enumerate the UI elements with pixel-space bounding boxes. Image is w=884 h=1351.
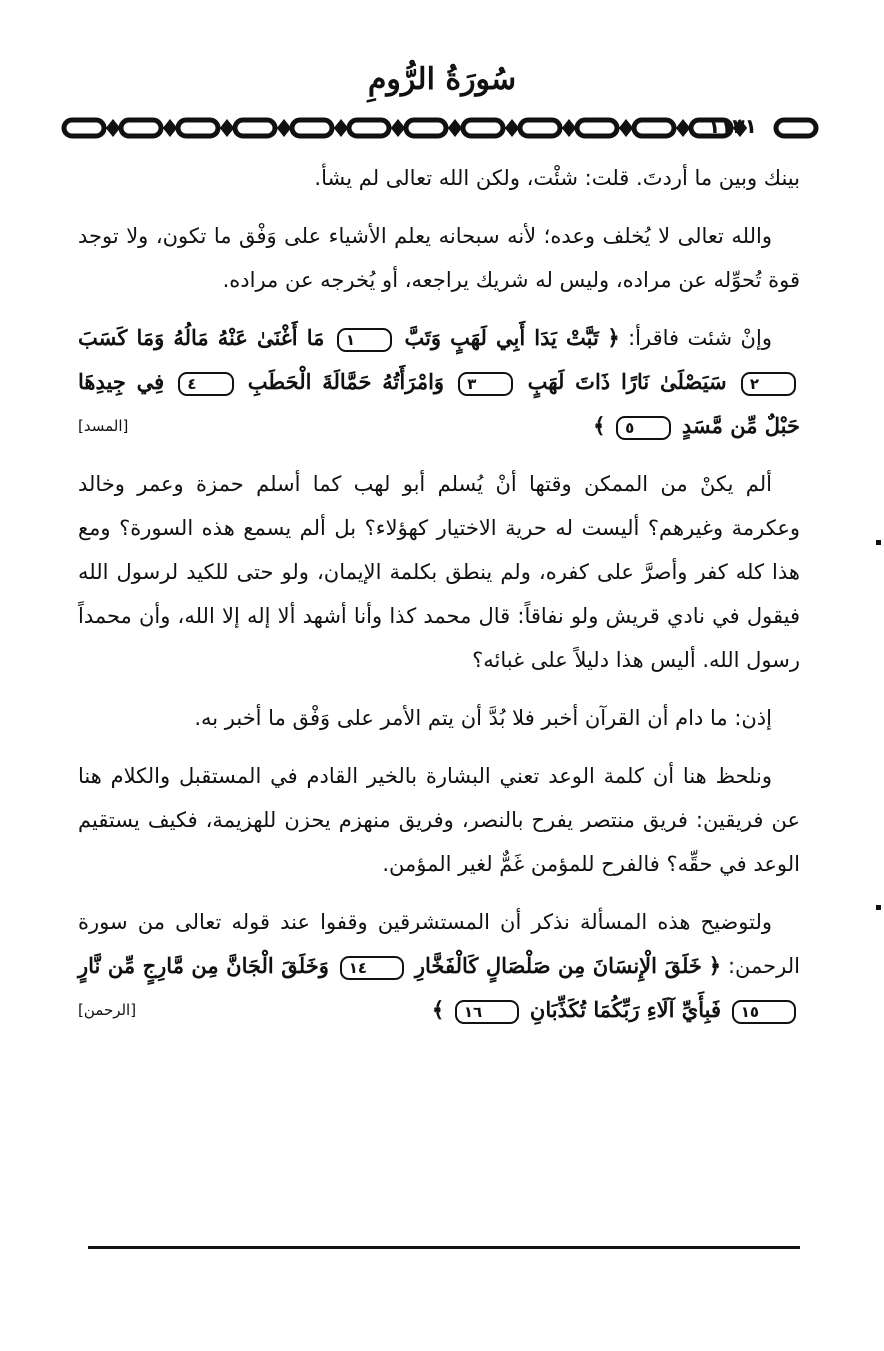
chain-link [121, 120, 161, 136]
ayah-number: ٥ [616, 416, 671, 440]
chain-diamond [166, 123, 174, 133]
chain-diamond [223, 123, 231, 133]
chain-diamond [565, 123, 573, 133]
ayah-text: وَخَلَقَ الْجَانَّ مِن مَّارِجٍ مِّن نَّارٍ [78, 953, 329, 978]
chain-link [178, 120, 218, 136]
quran-quote-masad [78, 316, 800, 448]
ornamental-border [60, 112, 820, 146]
chain-link [776, 120, 816, 136]
ayah-text: خَلَقَ الْإِنسَانَ مِن صَلْصَالٍ كَالْفَخَّارِ [414, 953, 702, 978]
quran-open-bracket: ﴿ [607, 325, 620, 350]
paragraph: والله تعالى لا يُخلف وعده؛ لأنه سبحانه يعلم الأشياء على وَفْق ما تكون، ولا توجد قوة تُحوِّله عن مراده، وليس له شريك يراجعه، أو يُخرجه عن مراده. [78, 224, 800, 292]
chain-diamond [280, 123, 288, 133]
ayah-text: تَبَّتْ يَدَا أَبِي لَهَبٍ وَتَبَّ [404, 325, 599, 350]
page-header [0, 62, 884, 97]
scan-speck [876, 905, 881, 910]
ayah-number: ١ [337, 328, 392, 352]
surah-reference: [الرحمن] [78, 1001, 137, 1019]
paragraph: بينك وبين ما أردتَ. قلت: شئْت، ولكن الله تعالى لم يشأ. [314, 166, 800, 190]
ayah-number: ١٦ [455, 1000, 519, 1024]
chain-diamond [508, 123, 516, 133]
ayah-text: فَبِأَيِّ آلَاءِ رَبِّكُمَا تُكَذِّبَانِ [529, 997, 721, 1022]
ayah-text: فِي جِيدِهَا حَبْلٌ مِّن مَّسَدٍ [78, 369, 800, 438]
chain-link [520, 120, 560, 136]
chain-diamond [109, 123, 117, 133]
ayah-number: ٤ [178, 372, 233, 396]
paragraph: ألم يكنْ من الممكن وقتها أنْ يُسلم أبو لهب كما أسلم حمزة وعمر وخالد وعكرمة وغيرهم؟ أليست له حرية الاختيار كهؤلاء؟ بل ألم يسمع هذه السورة؟ ومع هذا كله كفر وأصرَّ على كفره، ولم ينطق بكلمة الإيمان، ولو حتى للكيد لرسول الله فيقول في نادي قريش ولو نفاقاً: قال محمد كذا وأنا أشهد ألا إله إلا الله، وأن محمداً رسول الله. أليس هذا دليلاً على غبائه؟ [78, 472, 800, 672]
footer-rule [88, 1246, 800, 1249]
ayah-text: مَا أَغْنَىٰ عَنْهُ مَالُهُ وَمَا كَسَبَ [78, 325, 325, 350]
ayah-text: وَامْرَأَتُهُ حَمَّالَةَ الْحَطَبِ [247, 369, 445, 394]
chain-diamond [337, 123, 345, 133]
chain-link [577, 120, 617, 136]
quran-close-bracket: ﴾ [431, 997, 445, 1022]
paragraph: إذن: ما دام أن القرآن أخبر فلا بُدَّ أن يتم الأمر على وَفْق ما أخبر به. [194, 706, 772, 730]
chain-link [64, 120, 104, 136]
chain-diamond [622, 123, 630, 133]
quran-open-bracket: ﴿ [708, 953, 722, 978]
paragraph: ونلحظ هنا أن كلمة الوعد تعني البشارة بالخير القادم في المستقبل والكلام هنا عن فريقين: فريق منتصر يفرح بالنصر، وفريق منهزم يحزن للهزيمة، فكيف يستقيم الوعد في حقِّه؟ فالفرح للمؤمن غَمٌّ لغير المؤمن. [78, 764, 800, 876]
chain-diamond [451, 123, 459, 133]
quran-quote-rahman [78, 900, 800, 1032]
quote-lead: وإنْ شئت فاقرأ: [628, 326, 772, 350]
ayah-number: ١٥ [732, 1000, 796, 1024]
chain-link [634, 120, 674, 136]
chain-link [406, 120, 446, 136]
quran-close-bracket: ﴾ [593, 413, 606, 438]
chain-link [235, 120, 275, 136]
surah-title: سُورَةُ الرُّومِ [367, 62, 517, 97]
ayah-number: ٣ [458, 372, 513, 396]
ayah-number: ٢ [741, 372, 796, 396]
chain-diamond [679, 123, 687, 133]
chain-link [349, 120, 389, 136]
page-number: ١١٣١ [708, 114, 757, 138]
ayah-number: ١٤ [340, 956, 404, 980]
chain-link [292, 120, 332, 136]
surah-reference: [المسد] [78, 417, 129, 435]
ayah-text: سَيَصْلَىٰ نَارًا ذَاتَ لَهَبٍ [527, 369, 727, 394]
chain-diamond [394, 123, 402, 133]
chain-link [463, 120, 503, 136]
scan-speck [876, 540, 881, 545]
quote-lead: ولتوضيح هذه المسألة نذكر أن المستشرقين وقفوا عند قوله تعالى من سورة الرحمن: [78, 910, 800, 978]
page-body [78, 156, 800, 1046]
